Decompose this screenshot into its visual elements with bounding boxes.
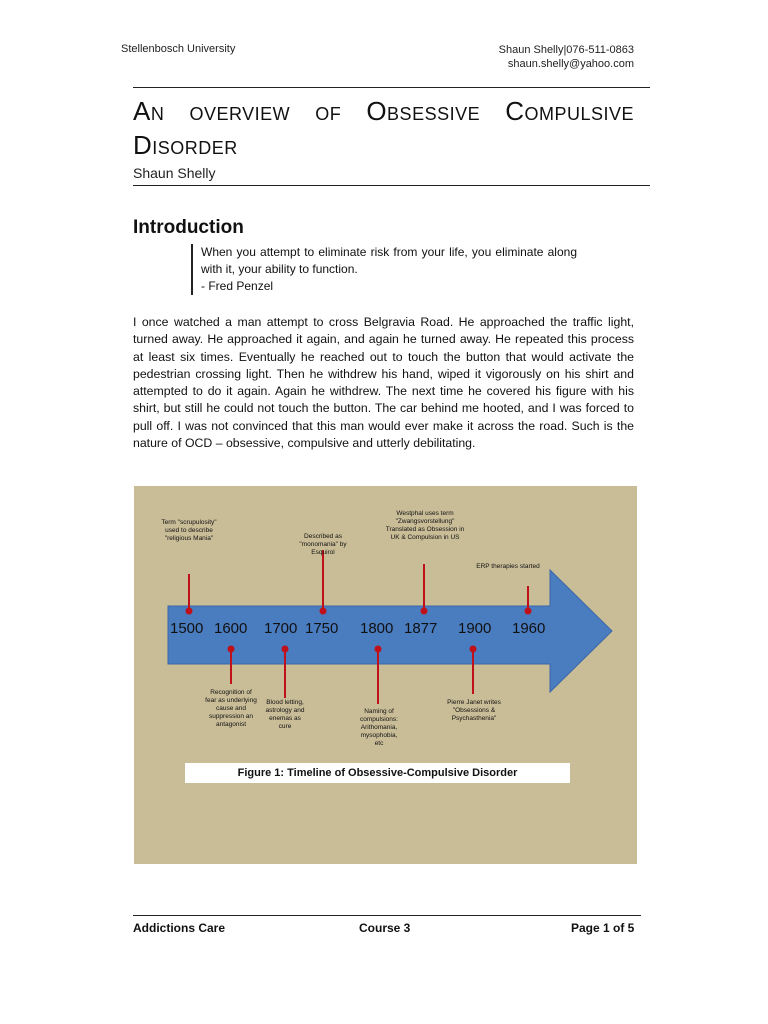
timeline-note-1500: Term "scrupulosity" used to describe "religious Mania" [161,519,217,542]
year-label: 1960 [512,620,546,637]
intro-paragraph: I once watched a man attempt to cross Belgravia Road. He approached the traffic light, turned away. He approached it again, and again he turned away. He repeated this process at least six times. Eventually he reached out to touch the button that would activate the pedestrian crossing light. Then he withdrew his hand, wiped it vigorously on his shirt and attempted to do it again. Again he withdrew. The next time he covered his figure with his shirt, but still he could not touch the button. The car behind me hooted, and I was forced to pull off. I was not convinced that this man would ever make it across the road. Such is the nature of OCD – obsessive, compulsive and utterly debilitating. [133,315,634,451]
year-label: 1900 [458,620,492,637]
figure-caption: Figure 1: Timeline of Obsessive-Compulsive Disorder [185,763,570,783]
footer-rule [133,915,641,916]
title-word-2: overview [189,96,291,126]
title-word-3: of [315,96,342,126]
timeline-note-1800: Naming of compulsions: Arithomania, mysophobia, etc [360,708,398,747]
marker-dot-1877 [421,608,428,615]
footer-left: Addictions Care [133,921,226,935]
year-label: 1600 [214,620,248,637]
title-word-4: Obsessive [366,96,481,126]
header-contact [499,43,634,71]
title-word-1: An [133,96,165,126]
marker-dot-1600 [228,646,235,653]
year-label: 1750 [305,620,339,637]
quote-text: When you attempt to eliminate risk from your life, you eliminate along with it, your ability to function. [201,245,577,276]
timeline-note-1900: Pierre Janet writes "Obsessions & Psychasthenia" [447,699,501,722]
section-heading: Introduction [133,217,244,238]
timeline-note-1600: Recognition of fear as underlying cause and suppression an antagonist [205,689,257,728]
timeline-note-1700: Blood letting, astrology and enemas as cure [265,699,305,730]
year-label: 1800 [360,620,394,637]
marker-dot-1900 [470,646,477,653]
footer-center: Course 3 [359,921,411,935]
header-email: shaun.shelly@yahoo.com [507,58,634,70]
year-label: 1500 [170,620,204,637]
header-phone: Shaun Shelly|076-511-0863 [498,44,634,56]
title-top-rule [133,87,650,88]
timeline-note-1877: Westphal uses term "Zwangsvorstellung" Translated as Obsession in UK & Compulsion in US [385,510,465,541]
timeline-note-1960: ERP therapies started [476,563,540,570]
quote-attribution: - Fred Penzel [201,279,274,293]
header-institution: Stellenbosch University [121,43,236,55]
year-label: 1700 [264,620,298,637]
marker-dot-1500 [186,608,193,615]
footer-page-number: Page 1 of 5 [571,921,635,935]
author-name: Shaun Shelly [133,165,216,181]
year-label: 1877 [404,620,438,637]
marker-dot-1800 [375,646,382,653]
timeline-note-1750: Described as "monomania" by Esquirol [299,533,347,556]
title-bottom-rule [133,185,650,186]
title-word-5: Compulsive [505,96,634,126]
title-word-6: Disorder [133,130,238,160]
epigraph-quote [191,244,577,295]
marker-dot-1960 [525,608,532,615]
timeline-figure [134,486,637,864]
marker-dot-1750 [320,608,327,615]
document-title [133,94,634,162]
marker-dot-1700 [282,646,289,653]
